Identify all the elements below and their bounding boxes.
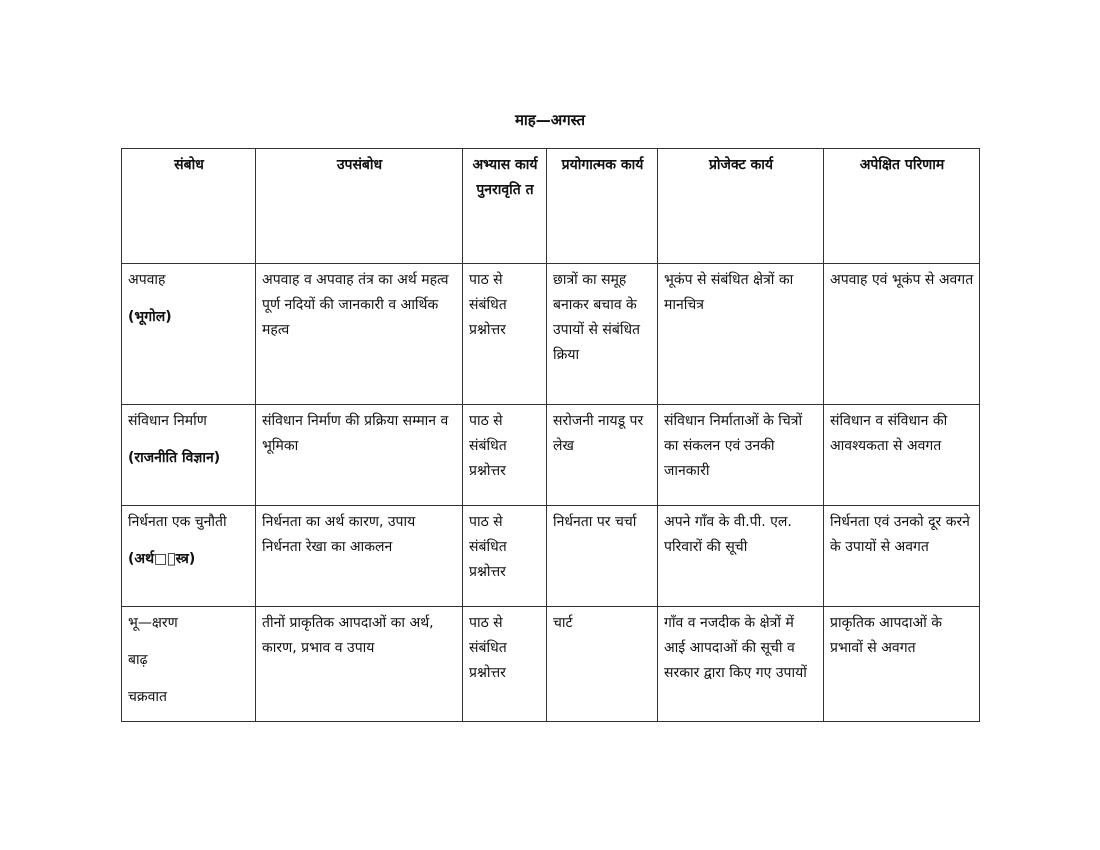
cell-project: गाँव व नजदीक के क्षेत्रों में आई आपदाओं की सूची व सरकार द्वारा किए गए उपायों bbox=[658, 607, 824, 722]
cell-project: भूकंप से संबंधित क्षेत्रों का मानचित्र bbox=[658, 264, 824, 405]
cell-concept bbox=[122, 506, 256, 607]
header-subconcept: उपसंबोध bbox=[256, 149, 463, 264]
cell-practice: पाठ से संबंधित प्रश्नोत्तर bbox=[463, 506, 547, 607]
header-practice: अभ्यास कार्य पुनरावृति त bbox=[463, 149, 547, 264]
subject-label: (भूगोल) bbox=[128, 309, 172, 325]
cell-experimental: निर्धनता पर चर्चा bbox=[547, 506, 658, 607]
cell-subconcept: तीनों प्राकृतिक आपदाओं का अर्थ, कारण, प्रभाव व उपाय bbox=[256, 607, 463, 722]
concept-text: बाढ़ bbox=[128, 652, 148, 668]
concept-text: भू—क्षरण bbox=[128, 615, 178, 631]
curriculum-table bbox=[121, 148, 980, 722]
table-row bbox=[122, 607, 980, 722]
cell-outcome: अपवाह एवं भूकंप से अवगत bbox=[824, 264, 980, 405]
header-experimental: प्रयोगात्मक कार्य bbox=[547, 149, 658, 264]
cell-outcome: निर्धनता एवं उनको दूर करने के उपायों से अवगत bbox=[824, 506, 980, 607]
cell-subconcept: संविधान निर्माण की प्रक्रिया सम्मान व भूमिका bbox=[256, 405, 463, 506]
table-row bbox=[122, 506, 980, 607]
cell-concept bbox=[122, 264, 256, 405]
table-row bbox=[122, 405, 980, 506]
header-concept: संबोध bbox=[122, 149, 256, 264]
cell-outcome: प्राकृतिक आपदाओं के प्रभावों से अवगत bbox=[824, 607, 980, 722]
concept-text: संविधान निर्माण bbox=[128, 413, 207, 429]
header-outcome: अपेक्षित परिणाम bbox=[824, 149, 980, 264]
concept-text: निर्धनता एक चुनौती bbox=[128, 514, 227, 530]
cell-project: अपने गाँव के वी.पी. एल. परिवारों की सूची bbox=[658, 506, 824, 607]
cell-experimental: चार्ट bbox=[547, 607, 658, 722]
cell-practice: पाठ से संबंधित प्रश्नोत्तर bbox=[463, 607, 547, 722]
table-row bbox=[122, 264, 980, 405]
cell-outcome: संविधान व संविधान की आवश्यकता से अवगत bbox=[824, 405, 980, 506]
concept-text: अपवाह bbox=[128, 272, 166, 288]
cell-practice: पाठ से संबंधित प्रश्नोत्तर bbox=[463, 405, 547, 506]
page-title: माह—अगस्त bbox=[514, 111, 586, 129]
cell-subconcept: निर्धनता का अर्थ कारण, उपाय निर्धनता रेखा का आकलन bbox=[256, 506, 463, 607]
cell-concept bbox=[122, 405, 256, 506]
subject-label: (अर्थ□ास्त्र) bbox=[128, 551, 196, 567]
subject-label: (राजनीति विज्ञान) bbox=[128, 450, 221, 466]
cell-project: संविधान निर्माताओं के चित्रों का संकलन एवं उनकी जानकारी bbox=[658, 405, 824, 506]
cell-concept bbox=[122, 607, 256, 722]
table-header-row bbox=[122, 149, 980, 264]
concept-text: चक्रवात bbox=[128, 689, 168, 705]
cell-subconcept: अपवाह व अपवाह तंत्र का अर्थ महत्व पूर्ण नदियों की जानकारी व आर्थिक महत्व bbox=[256, 264, 463, 405]
header-project: प्रोजेक्ट कार्य bbox=[658, 149, 824, 264]
cell-experimental: सरोजनी नायडू पर लेख bbox=[547, 405, 658, 506]
cell-experimental: छात्रों का समूह बनाकर बचाव के उपायों से संबंधित क्रिया bbox=[547, 264, 658, 405]
cell-practice: पाठ से संबंधित प्रश्नोत्तर bbox=[463, 264, 547, 405]
